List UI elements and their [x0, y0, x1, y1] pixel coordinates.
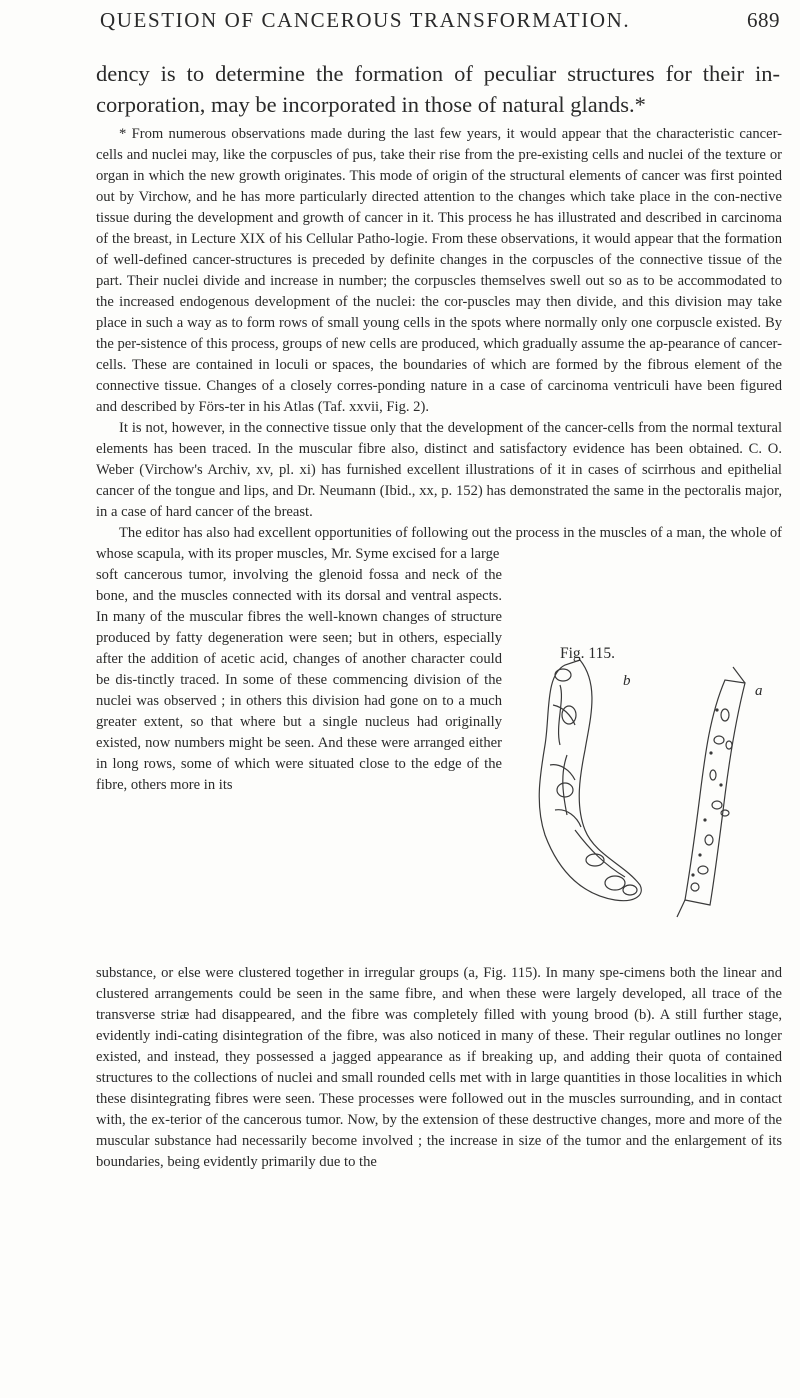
- running-head: [100, 8, 780, 38]
- figure-label-b: b: [623, 673, 631, 689]
- running-head-title: QUESTION OF CANCEROUS TRANSFORMATION.: [100, 8, 631, 32]
- figure-115: [505, 645, 785, 965]
- footnote-paragraph-3-end: substance, or else were clustered together in irregular groups (a, Fig. 115). In many spe-cimens both the linear and clustered arrangements could be seen in the same fibre, and when these were largely developed, all trace of the transverse striæ had disappeared, and the fibre was completely filled with young brood (b). A still further stage, evidently indi-cating disintegration of the fibre, was also noticed in many of these. Their regular outlines no longer existed, and instead, they possessed a jagged appearance as if breaking up, and adding their quota of contained structures to the collections of nuclei and small rounded cells met with in large quantities in those localities in which these disintegrating fibres were seen. These processes were followed out in the muscles surrounding, and in contact with, the ex-terior of the cancerous tumor. Now, by the extension of these destructive changes, more and more of the muscular substance had necessarily become involved ; the increase in size of the tumor and the enlargement of its boundaries, being evidently primarily due to the: [96, 965, 782, 1170]
- lead-paragraph: dency is to determine the formation of peculiar structures for their in-corporation, may be incorporated in those of natural glands.*: [96, 61, 780, 117]
- muscle-fibre-illustration: [505, 645, 785, 965]
- page-number: 689: [747, 8, 780, 32]
- footnote-paragraph-2: It is not, however, in the connective tissue only that the development of the cancer-cells from the normal textural elements has been traced. In the muscular fibre also, distinct and satisfactory evidence has been obtained. C. O. Weber (Virchow's Archiv, xv, pl. xi) has furnished excellent illustrations of it in cases of scirrhous and epithelial cancer of the tongue and lips, and Dr. Neumann (Ibid., xx, p. 152) has demonstrated the same in the pectoralis major, in a case of hard cancer of the breast.: [96, 420, 782, 520]
- fibre-a-outline: [685, 680, 745, 905]
- footnote-paragraph-1: * From numerous observations made during the last few years, it would appear that the characteristic cancer-cells and nuclei may, like the corpuscles of pus, take their rise from the pre-existing cells and nuclei of the texture or organ in which the new growth originates. This mode of origin of the structural elements of cancer was first pointed out by Virchow, and he has more particularly directed attention to the changes which take place in the con-nective tissue during the development and growth of cancer in it. This process he has illustrated and described in carcinoma of the breast, in Lecture XIX of his Cellular Patho-logie. From these observations, it would appear that the formation of well-defined cancer-structures is preceded by definite changes in the corpuscles of the connective tissue of the part. Their nuclei divide and increase in number; the corpuscles themselves swell out so as to be accommodated to the increased endogenous development of the nuclei: the cor-puscles may then divide, and this division may take place in such a way as to form rows of small young cells in the spots where normally only one corpuscle existed. By the per-sistence of this process, groups of new cells are produced, which gradually assume the ap-pearance of cancer-cells. These are contained in loculi or spaces, the boundaries of which are formed by the fibrous element of the connective tissue. Changes of a closely corres-ponding nature in a case of carcinoma ventriculi have been figured and described by Förs-ter in his Atlas (Taf. xxvii, Fig. 2).: [96, 126, 782, 415]
- figure-caption: Fig. 115.: [560, 645, 615, 662]
- footnote-tail: [96, 963, 782, 1173]
- figure-label-a: a: [755, 683, 763, 699]
- footnote-wrapped-column: soft cancerous tumor, involving the glenoid fossa and neck of the bone, and the muscles connected with its dorsal and ventral aspects. In many of the muscular fibres the well-known changes of structure produced by fatty degeneration were seen; but in others, especially after the addition of acetic acid, changes of another character could be dis-tinctly traced. In some of these commencing division of the nuclei was observed ; in others this division had gone on to a much greater extent, so that where but a single nucleus had originally existed, now numbers might be seen. And these were arranged either in long rows, some of which were situated close to the edge of the fibre, others more in its: [96, 567, 502, 793]
- footnote-paragraph-3-start: The editor has also had excellent opportunities of following out the process in the muscles of a man, the whole of whose scapula, with its proper muscles, Mr. Syme excised for a large: [96, 525, 782, 562]
